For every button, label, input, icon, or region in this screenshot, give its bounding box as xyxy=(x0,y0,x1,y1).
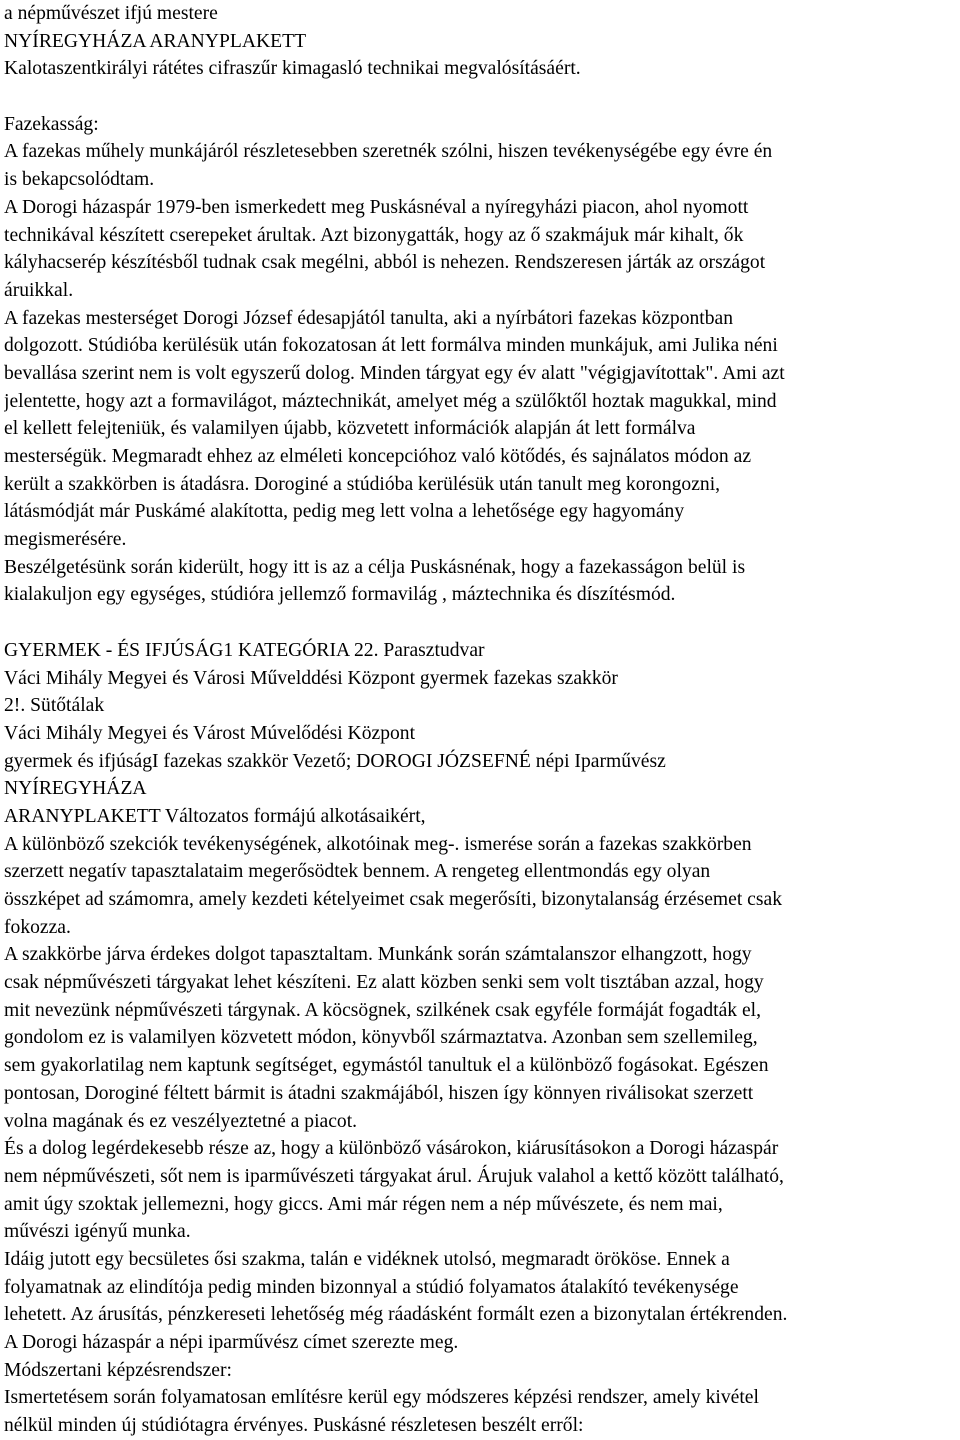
text-line: NYÍREGYHÁZA xyxy=(4,778,147,800)
text-line: mit nevezünk népművészeti tárgynak. A köcsögnek, szilkének csak egyféle formáját fogadták el, xyxy=(4,999,762,1021)
text-line: csak népművészeti tárgyakat lehet készíteni. Ez alatt közben senki sem volt tisztában azzal, hogy xyxy=(4,972,764,994)
text-line: gondolom ez is valamilyen közvetett módon, könyvből származtatva. Azonban sem szellemileg, xyxy=(4,1027,758,1049)
text-line: amit úgy szoktak jellemezni, hogy giccs. Ami már régen nem a nép művészete, és nem mai, xyxy=(4,1193,723,1215)
text-line: jelentette, hogy azt a formavilágot, máztechnikát, amelyet még a szülőktől hoztak magukkal, mind xyxy=(4,390,777,412)
text-line: nélkül minden új stúdiótagra érvényes. Puskásné részletesen beszélt erről: xyxy=(4,1415,584,1437)
text-line: dolgozott. Stúdióba kerülésük után fokozatosan át lett formálva minden munkájuk, ami Julika néni xyxy=(4,335,778,357)
text-line: szerzett negatív tapasztalataim megerősödtek bennem. A rengeteg ellentmondás egy olyan xyxy=(4,861,711,883)
text-line: A fazekas műhely munkájáról részletesebben szeretnék szólni, hiszen tevékenységébe egy évre én xyxy=(4,141,773,163)
text-line: bevallása szerint nem is volt egyszerű dolog. Minden tárgyat egy év alatt "végigjavítottak". Ami azt xyxy=(4,362,785,384)
text-line: volna magának és ez veszélyeztetné a piacot. xyxy=(4,1110,358,1132)
text-line: gyermek és ifjúságI fazekas szakkör Vezető; DOROGI JÓZSEFNÉ népi Iparművész xyxy=(4,750,666,772)
text-line: mesterségük. Megmaradt ehhez az elméleti koncepcióhoz való kötődés, és sajnálatos módon az xyxy=(4,446,752,467)
text-line: 2!. Sütőtálak xyxy=(4,695,105,717)
text-line: fokozza. xyxy=(4,916,71,938)
text-line: Ismertetésem során folyamatosan említésre kerül egy módszeres képzési rendszer, amely kivétel xyxy=(4,1387,759,1409)
blank-line xyxy=(4,83,956,111)
text-line: is bekapcsolódtam. xyxy=(4,169,155,191)
text-line: GYERMEK - ÉS IFJÚSÁG1 KATEGÓRIA 22. Parasztudvar xyxy=(4,639,485,661)
text-line: Kalotaszentkirályi rátétes cifraszűr kimagasló technikai megvalósításáért. xyxy=(4,58,581,80)
text-line: ARANYPLAKETT Változatos formájú alkotásaikért, xyxy=(4,805,426,827)
text-line: Idáig jutott egy becsületes ősi szakma, talán e vidéknek utolsó, megmaradt örököse. Ennek a xyxy=(4,1248,730,1270)
text-line: került a szakkörben is átadásra. Doroginé a stúdióba kerülésük után tanult meg korongozni, xyxy=(4,473,721,495)
text-line: Váci Mihály Megyei és Városi Művelddési Központ gyermek fazekas szakkör xyxy=(4,667,618,689)
text-line: áruikkal. xyxy=(4,279,74,301)
text-line: NYÍREGYHÁZA ARANYPLAKETT xyxy=(4,30,307,52)
text-line: Beszélgetésünk során kiderült, hogy itt is az a célja Puskásnénak, hogy a fazekasságon belül is xyxy=(4,556,746,578)
text-line: látásmódját már Puskámé alakította, pedig meg lett volna a lehetősége egy hagyomány xyxy=(4,501,685,523)
text-line: És a dolog legérdekesebb része az, hogy a különböző vásárokon, kiárusításokon a Dorogi házaspár xyxy=(4,1138,779,1160)
text-line: a népművészet ifjú mestere xyxy=(4,3,218,24)
text-line: technikával készített cserepeket árultak. Azt bizonygatták, hogy az ő szakmájuk már kihalt, ők xyxy=(4,224,744,246)
text-line: nem népművészeti, sőt nem is iparművészeti tárgyakat árul. Árujuk valahol a kettő között található, xyxy=(4,1165,784,1187)
text-line: sem gyakorlatilag nem kaptunk segítséget, egymástól tanultuk el a különböző fogásokat. Egészen xyxy=(4,1055,769,1077)
text-line: Váci Mihály Megyei és Várost Múvelődési Központ xyxy=(4,722,416,744)
text-line: kályhacserép készítésből tudnak csak megélni, abból is nehezen. Rendszeresen járták az országot xyxy=(4,252,766,274)
text-line: A fazekas mesterséget Dorogi József édesapjától tanulta, aki a nyírbátori fazekas központban xyxy=(4,307,734,329)
text-line: összképet ad számomra, amely kezdeti kételyeimet csak megerősíti, bizonytalanság érzésemet csak xyxy=(4,889,782,910)
text-line: A különböző szekciók tevékenységének, alkotóinak meg-. ismerése során a fazekas szakkörben xyxy=(4,833,752,855)
text-line: pontosan, Doroginé féltett bármit is átadni szakmájából, hiszen így könnyen riválisokat szerzett xyxy=(4,1082,754,1104)
text-line: folyamatnak az elindítója pedig minden bizonnyal a stúdió folyamatos átalakító tevékenysége xyxy=(4,1276,739,1298)
text-line: kialakuljon egy egységes, stúdióra jellemző formavilág , máztechnika és díszítésmód. xyxy=(4,584,676,606)
text-line: el kellett felejteniük, és valamilyen újabb, közvetett információk alapján át lett formálva xyxy=(4,418,696,440)
text-line: A szakkörbe járva érdekes dolgot tapasztaltam. Munkánk során számtalanszor elhangzott, hogy xyxy=(4,944,752,966)
text-line: A Dorogi házaspár 1979-ben ismerkedett meg Puskásnéval a nyíregyházi piacon, ahol nyomott xyxy=(4,196,749,218)
text-line: A Dorogi házaspár a népi iparművész címet szerezte meg. xyxy=(4,1332,459,1353)
text-line: Módszertani képzésrendszer: xyxy=(4,1359,232,1381)
text-line: Fazekasság: xyxy=(4,113,99,135)
text-line: művészi igényű munka. xyxy=(4,1221,191,1243)
blank-line xyxy=(4,609,956,637)
text-line: megismerésére. xyxy=(4,529,127,551)
text-line: lehetett. Az árusítás, pénzkereseti lehetőség még ráadásként formált ezen a bizonytalan értékrenden. xyxy=(4,1304,788,1326)
